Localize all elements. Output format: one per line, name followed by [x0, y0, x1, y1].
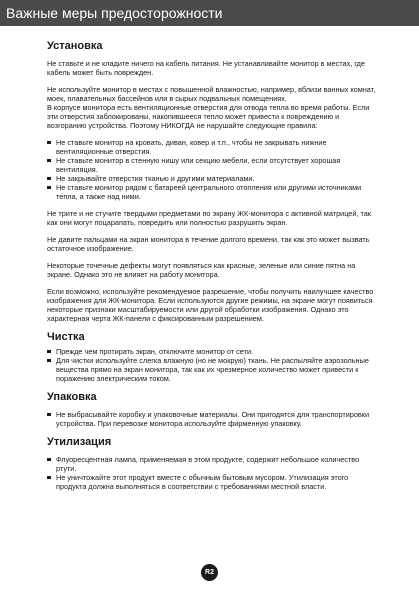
list-item: Не закрывайте отверстия тканью и другими материалами.: [47, 174, 377, 183]
install-paragraph-6: Некоторые точечные дефекты могут появляться как красные, зеленые или синие пятна на экране. Однако это не влияет на работу монитора.: [47, 261, 356, 279]
install-paragraph-3: В корпусе монитора есть вентиляционные отверстия для отвода тепла во время работы. Если эти отверстия заблокированы, накопившееся тепло может привести к повреждению и возгоранию устройства. Поэтому НИКОГДА не нарушайте следующие правила:: [47, 103, 370, 130]
list-item: Не ставьте монитор на кровать, диван, ковер и т.п., чтобы не закрывать нижние вентиляционные отверстия.: [47, 138, 377, 156]
bullet-square-icon: [47, 177, 51, 181]
list-item: Не выбрасывайте коробку и упаковочные материалы. Они пригодятся для транспортировки устройства. При перевозке монитора используйте фирменную упаковку.: [47, 410, 377, 428]
list-item: Не уничтожайте этот продукт вместе с обычным бытовым мусором. Утилизация этого продукта должна выполняться в соответствии с требованиями местной власти.: [47, 473, 377, 491]
install-paragraph-2: Не используйте монитор в местах с повышенной влажностью, например, вблизи ванных комнат, моек, плавательных бассейнов или в сырых подвальных помещениях.: [47, 85, 376, 103]
bullet-square-icon: [47, 359, 51, 363]
bullet-square-icon: [47, 458, 51, 462]
bullet-square-icon: [47, 350, 51, 354]
install-paragraph-5: Не давите пальцами на экран монитора в течение долгого времени, так как это может вызвать остаточное изображение.: [47, 235, 370, 253]
section-title-install: Установка: [47, 40, 103, 52]
section-title-cleaning: Чистка: [47, 331, 85, 343]
page-header-title: Важные меры предосторожности: [6, 5, 223, 21]
bullet-square-icon: [47, 476, 51, 480]
list-item: Прежде чем протирать экран, отключите монитор от сети.: [47, 347, 377, 356]
install-paragraph-7: Если возможно, используйте рекомендуемое разрешение, чтобы получить наилучшее качество изображения для ЖК-монитора. Если используются другие режимы, на экране могут появиться некоторые признаки масштабируемости или другой обработки изображения. Однако это характерная черта ЖК-панели с фиксированным разрешением.: [47, 287, 374, 323]
bullet-square-icon: [47, 159, 51, 163]
packing-list: [47, 410, 377, 428]
bullet-square-icon: [47, 413, 51, 417]
cleaning-list: [47, 347, 377, 383]
list-item: Флуоресцентная лампа, применяемая в этом продукте, содержит небольшое количество ртути.: [47, 455, 377, 473]
section-title-disposal: Утилизация: [47, 436, 112, 448]
list-item: Не ставьте монитор рядом с батареей центрального отопления или другими источниками тепла, а также над ними.: [47, 183, 377, 201]
page-content: [47, 40, 377, 499]
bullet-square-icon: [47, 141, 51, 145]
disposal-list: [47, 455, 377, 491]
page-header: [0, 0, 419, 26]
install-paragraph-1: Не ставьте и не кладите ничего на кабель питания. Не устанавливайте монитор в местах, где кабель может быть поврежден.: [47, 59, 365, 77]
list-item: Для чистки используйте слегка влажную (но не мокрую) ткань. Не распыляйте аэрозольные вещества прямо на экран монитора, так как их чрезмерное количество может привести к поражению электрическим током.: [47, 356, 377, 383]
list-item: Не ставьте монитор в стенную нишу или секцию мебели, если отсутствует хорошая вентиляция.: [47, 156, 377, 174]
section-title-packing: Упаковка: [47, 391, 97, 403]
install-ventilation-list: [47, 138, 377, 201]
page-number-badge: [201, 564, 218, 581]
page-number: R2: [205, 569, 214, 576]
bullet-square-icon: [47, 186, 51, 190]
install-paragraph-4: Не трите и не стучите твердыми предметами по экрану ЖК-монитора с активной матрицей, так как они могут поцарапать, повредить или полностью разрушить экран.: [47, 209, 371, 227]
